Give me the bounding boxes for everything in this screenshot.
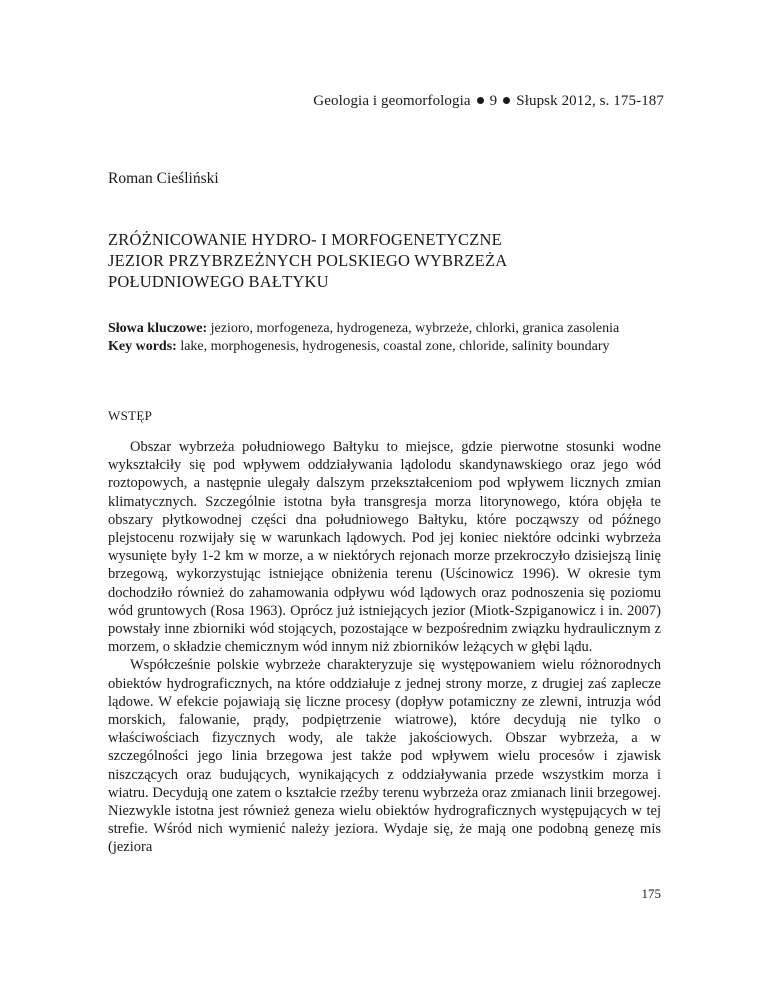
paragraph: Obszar wybrzeża południowego Bałtyku to miejsce, gdzie pierwotne stosunki wodne wykształciły się pod wpływem oddziaływania lądolodu skandynawskiego oraz jego wód roztopowych, a następnie ulegały dalszym przekształceniom pod wpływem licznych zmian klimatycznych. Szczególnie istotna była transgresja morza litorynowego, która objęła te obszary płytkowodnej części dna południowego Bałtyku, które począwszy od późnego plejstocenu rozwijały się w warunkach lądowych. Pod jej koniec niektóre odcinki wybrzeża wysunięte były 1-2 km w morze, a w niektórych rejonach morze przekroczyło dzisiejszą linię brzegową, wykorzystując istniejące obniżenia terenu (Uścinowicz 1996). W okresie tym dochodziło również do zahamowania odpływu wód lądowych oraz podnoszenia się poziomu wód gruntowych (Rosa 1963). Oprócz już istniejących jezior (Miotk-Szpiganowicz i in. 2007) powstały inne zbiorniki wód stojących, pozostające w bezpośrednim związku hydraulicznym z morzem, o składzie chemicznym wód innym niż zbiorników leżących w głębi lądu.: [108, 439, 661, 656]
paragraph: Współcześnie polskie wybrzeże charakteryzuje się występowaniem wielu różnorodnych obiektów hydrograficznych, na które oddziałuje z jednej strony morze, z drugiej zaś zaplecze lądowe. W efekcie pojawiają się liczne procesy (dopływ potamiczny ze zlewni, intruzja wód morskich, falowanie, prądy, podpiętrzenie wiatrowe), które decydują nie tylko o właściwościach fizycznych wody, ale także jakościowych. Obszar wybrzeża, a w szczególności jego linia brzegowa jest także pod wpływem wielu procesów i zjawisk niszczących oraz budujących, wynikających z oddziaływania przede wszystkim morza i wiatru. Decydują one zatem o kształcie rzeźby terenu wybrzeża oraz zmianach linii brzegowej. Niezwykle istotna jest również geneza wielu obiektów hydrograficznych występujących w tej strefie. Wśród nich wymienić należy jeziora. Wydaje się, że mają one podobną genezę mis (jeziora: [108, 657, 661, 856]
bullet-icon: [503, 97, 510, 104]
bullet-icon: [477, 97, 484, 104]
issue-number: 9: [489, 93, 498, 109]
keywords-english-label: Key words:: [108, 338, 177, 354]
body-text: [108, 438, 661, 857]
title-line: POŁUDNIOWEGO BAŁTYKU: [108, 272, 329, 291]
article-title: [108, 229, 507, 292]
page-number: 175: [641, 886, 661, 901]
keywords-block: [108, 320, 661, 355]
running-header: [313, 93, 664, 110]
place-year-pages: Słupsk 2012, s. 175-187: [516, 93, 664, 109]
title-line: ZRÓŻNICOWANIE HYDRO- I MORFOGENETYCZNE: [108, 230, 502, 249]
keywords-polish-text: jezioro, morfogeneza, hydrogeneza, wybrzeże, chlorki, granica zasolenia: [207, 321, 620, 336]
keywords-polish: [108, 320, 661, 338]
keywords-polish-label: Słowa kluczowe:: [108, 321, 208, 336]
section-heading: WSTĘP: [108, 408, 153, 423]
keywords-english: [108, 338, 661, 356]
author-name: Roman Cieśliński: [108, 170, 219, 187]
journal-name: Geologia i geomorfologia: [313, 93, 471, 109]
keywords-english-text: lake, morphogenesis, hydrogenesis, coastal zone, chloride, salinity boundary: [176, 338, 610, 354]
title-line: JEZIOR PRZYBRZEŻNYCH POLSKIEGO WYBRZEŻA: [108, 251, 508, 270]
